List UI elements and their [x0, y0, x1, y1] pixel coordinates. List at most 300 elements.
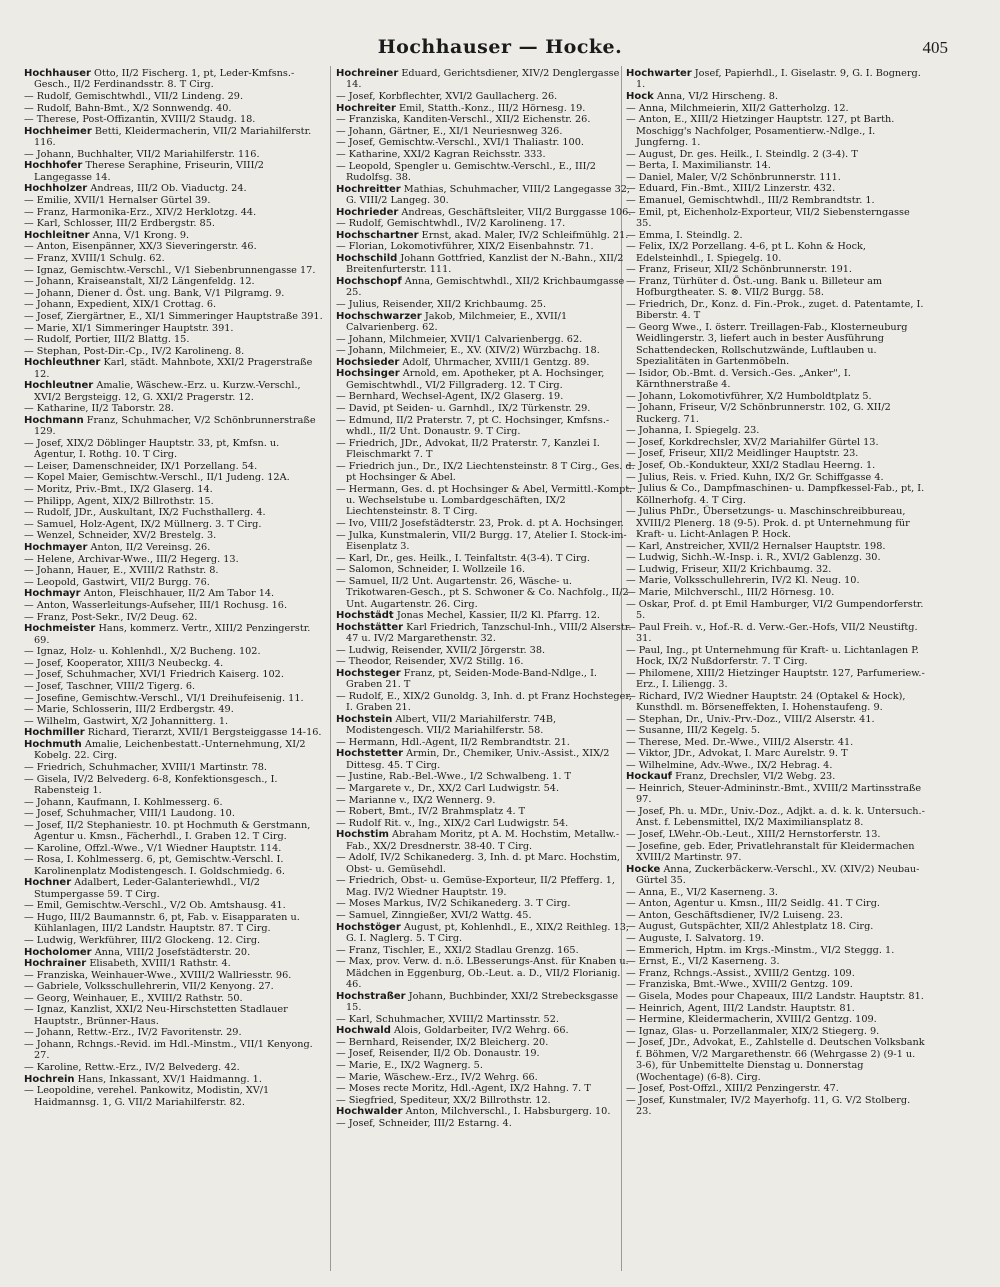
entry-surname: Hochrein — [24, 1073, 75, 1085]
entry-text: Arnold, em. Apotheker, pt A. Hochsinger, Gemischtwhdl., VI/2 Fillgraderg. 12. T Cirg. — [346, 368, 605, 391]
entry-text: — Rudolf, E., XIX/2 Gunoldg. 3, Inh. d. pt Franz Hochsteger, I. Graben 21. — [336, 690, 632, 714]
directory-entry — [24, 380, 324, 403]
directory-column-1 — [24, 68, 324, 1278]
directory-entry — [24, 438, 324, 461]
entry-text: — Ludwig, Friseur, XII/2 Krichbaumg. 32. — [626, 563, 832, 575]
directory-entry — [336, 645, 636, 656]
entry-text: Johann, Buchbinder, XXI/2 Strebecksgasse 15. — [346, 990, 619, 1014]
directory-entry — [24, 797, 324, 808]
entry-text: — Rudolf Rit. v., Ing., XIX/2 Carl Ludwigstr. 54. — [336, 817, 569, 829]
directory-entry — [336, 991, 636, 1014]
directory-entry — [626, 230, 926, 241]
directory-entry — [24, 843, 324, 854]
entry-text: Anton, Fleischhauer, II/2 Am Tabor 14. — [83, 588, 275, 600]
directory-entry — [626, 1026, 926, 1037]
entry-text: — Rudolf, Bahn-Bmt., X/2 Sonnwendg. 40. — [24, 102, 232, 114]
entry-text: — Franz, Tischler, E., XXI/2 Stadlau Grenzg. 165. — [336, 944, 579, 956]
entry-text: Hans, Inkassant, XV/1 Haidmanng. 1. — [77, 1073, 262, 1085]
entry-surname: Hochstim — [336, 829, 389, 841]
directory-entry — [336, 852, 636, 875]
entry-text: — Heinrich, Agent, III/2 Landstr. Hauptstr. 81. — [626, 1002, 855, 1014]
directory-entry — [24, 658, 324, 669]
directory-entry — [336, 1037, 636, 1048]
directory-entry — [626, 322, 926, 368]
directory-entry — [626, 991, 926, 1002]
directory-column-3 — [626, 68, 926, 1278]
entry-surname: Hochleuthner — [24, 357, 101, 369]
entry-text: — Paul Freih. v., Hof.-R. d. Verw.-Ger.-Hofs, VII/2 Neustiftg. 31. — [626, 621, 918, 644]
directory-entry — [24, 727, 324, 738]
entry-text: — Ernst, E., VI/2 Kaserneng. 3. — [626, 956, 780, 968]
entry-text: — August, Dr. ges. Heilk., I. Steindlg. 2 (3-4). T — [626, 148, 858, 160]
entry-text: — Johann, Kraiseanstalt, XI/2 Längenfeldg. 12. — [24, 276, 255, 288]
entry-surname: Hochwalder — [336, 1106, 403, 1118]
entry-surname: Hochsieder — [336, 356, 400, 368]
entry-text: — Siegfried, Spediteur, XX/2 Billrothstr. 12. — [336, 1094, 551, 1106]
entry-text: — Oskar, Prof. d. pt Emil Hamburger, VI/2 Gumpendorferstr. 5. — [626, 598, 924, 621]
directory-entry — [24, 183, 324, 194]
entry-text: — Margarete v., Dr., XX/2 Carl Ludwigstr. 54. — [336, 783, 560, 795]
directory-entry — [336, 276, 636, 299]
entry-surname: Hochrainer — [24, 958, 87, 970]
entry-text: — Moses Markus, IV/2 Schikanederg. 3. T Cirg. — [336, 898, 571, 910]
directory-entry — [24, 403, 324, 414]
entry-text: Otto, II/2 Fischerg. 1, pt, Leder-Kmfsns.-Gesch., II/2 Ferdinandsstr. 8. T Cirg. — [34, 68, 295, 91]
directory-entry — [336, 1072, 636, 1083]
directory-entry — [24, 496, 324, 507]
entry-text: — Ignaz, Gemischtw.-Verschl., V/1 Siebenbrunnengasse 17. — [24, 264, 316, 276]
directory-entry — [626, 587, 926, 598]
entry-text: — Franz, Post-Sekr., IV/2 Deug. 62. — [24, 611, 198, 623]
directory-entry — [626, 599, 926, 622]
entry-text: — Karl, Schuhmacher, XVIII/2 Martinsstr. 52. — [336, 1013, 559, 1025]
directory-entry — [336, 518, 636, 529]
entry-text: Richard, Tierarzt, XVII/1 Bergsteiggasse 14-16. — [87, 727, 322, 739]
directory-entry — [24, 1085, 324, 1108]
directory-entry — [626, 114, 926, 148]
entry-text: — Hermann, Ges. d. pt Hochsinger & Abel, Vermittl.-Kompt. u. Wechselstube u. Lombardgeschäften, IX/2 Liechtensteinstr. 8. T Cirg. — [336, 483, 633, 518]
entry-text: Hans, kommerz. Vertr., XIII/2 Penzingerstr. 69. — [34, 623, 311, 646]
directory-entry — [24, 218, 324, 229]
entry-surname: Hochreiner — [336, 68, 399, 79]
directory-entry — [626, 299, 926, 322]
entry-text: — Friedrich jun., Dr., IX/2 Liechtensteinstr. 8 T Cirg., Ges. d. pt Hochsinger & Abel. — [336, 460, 635, 483]
directory-entry — [626, 425, 926, 436]
entry-text: — Daniel, Maler, V/2 Schönbrunnerstr. 111. — [626, 171, 841, 183]
entry-text: — Emmerich, Hptm. im Krgs.-Minstm., VI/2 Steggg. 1. — [626, 944, 895, 956]
entry-text: — Ignaz, Holz- u. Kohlenhdl., X/2 Bucheng. 102. — [24, 646, 261, 658]
entry-text: — Philomene, XIII/2 Hietzinger Hauptstr. 127, Parfumeriew.-Erz., I. Liliengg. 3. — [626, 667, 925, 690]
directory-entry — [626, 783, 926, 806]
directory-entry — [336, 714, 636, 737]
entry-text: Amalie, Wäschew.-Erz. u. Kurzw.-Verschl., XVI/2 Bergsteigg. 12, G. XXI/2 Pragerstr. 12. — [34, 380, 301, 403]
directory-entry — [24, 484, 324, 495]
directory-entry — [626, 241, 926, 264]
directory-entry — [626, 760, 926, 771]
entry-text: — Max, prov. Verw. d. n.ö. LBesserungs-Anst. für Knaben u. Mädchen in Eggenburg, Ob.-Leut. a. D., VII/2 Florianig. 46. — [336, 956, 629, 991]
directory-entry — [24, 693, 324, 704]
entry-text: — Franz, Türhüter d. Öst.-ung. Bank u. Billeteur am Hofburgtheater. S. ⊗. VII/2 Burgg. 58. — [626, 275, 883, 299]
directory-entry — [24, 1074, 324, 1085]
entry-text: — Rudolf, Gemischtwhdl., VII/2 Lindeng. 29. — [24, 91, 244, 102]
entry-text: — Leiser, Damenschneider, IX/1 Porzellang. 54. — [24, 460, 258, 472]
directory-entry — [626, 483, 926, 506]
directory-entry — [626, 887, 926, 898]
entry-text: — Salomon, Schneider, I. Wollzeile 16. — [336, 564, 526, 576]
directory-entry — [24, 472, 324, 483]
entry-text: — Friedrich, Obst- u. Gemüse-Exporteur, II/2 Pfefferg. 1, Mag. IV/2 Wiedner Hauptstr. 19. — [336, 875, 615, 898]
entry-text: — Anton, Geschäftsdiener, IV/2 Luiseng. 23. — [626, 909, 843, 921]
directory-entry — [336, 610, 636, 621]
directory-entry — [626, 1014, 926, 1025]
entry-text: — Anna, Milchmeierin, XII/2 Gatterholzg. 12. — [626, 102, 849, 114]
directory-entry — [24, 103, 324, 114]
directory-entry — [24, 970, 324, 981]
entry-text: — Wilhelm, Gastwirt, X/2 Johannitterg. 1. — [24, 715, 229, 727]
entry-text: — Rudolf, Gemischtwhdl., IV/2 Karolineng. 17. — [336, 218, 566, 230]
entry-surname: Hochmayer — [24, 542, 88, 554]
entry-text: — Johann, Expedient, XIX/1 Crottag. 6. — [24, 299, 217, 311]
directory-entry — [626, 552, 926, 563]
entry-text: — Josef, Friseur, XII/2 Meidlinger Hauptstr. 23. — [626, 448, 859, 460]
entry-surname: Hochheimer — [24, 125, 92, 137]
directory-entry — [24, 265, 324, 276]
entry-text: — Josefine, Gemischtw.-Verschl., VI/1 Dreihufeisenig. 11. — [24, 692, 304, 704]
entry-text: — August, Gutspächter, XII/2 Ahlestplatz 18. Cirg. — [626, 921, 874, 933]
directory-entry — [336, 149, 636, 160]
directory-entry — [24, 981, 324, 992]
directory-entry — [24, 669, 324, 680]
directory-entry — [336, 818, 636, 829]
entry-text: — Franz, Rchngs.-Assist., XVIII/2 Gentzg. 109. — [626, 967, 855, 979]
entry-text: — David, pt Seiden- u. Garnhdl., IX/2 Türkenstr. 29. — [336, 402, 591, 414]
directory-entry — [336, 564, 636, 575]
entry-text: Karl Friedrich, Tanzschul-Inh., VIII/2 Alserstr. 47 u. IV/2 Margarethenstr. 32. — [346, 621, 632, 645]
directory-entry — [24, 565, 324, 576]
directory-entry — [336, 345, 636, 356]
entry-text: — Marie, Volksschullehrerin, IV/2 Kl. Neug. 10. — [626, 575, 860, 587]
entry-surname: Hock — [626, 91, 654, 102]
directory-entry — [336, 1095, 636, 1106]
entry-text: — Bernhard, Wechsel-Agent, IX/2 Glaserg. 19. — [336, 391, 564, 403]
directory-entry — [336, 1025, 636, 1036]
entry-text: Therese Seraphine, Friseurin, VIII/2 Langegasse 14. — [34, 160, 264, 183]
directory-entry — [626, 541, 926, 552]
directory-entry — [626, 368, 926, 391]
entry-text: Anton, II/2 Vereinsg. 26. — [90, 542, 211, 554]
entry-text: — Felix, IX/2 Porzellang. 4-6, pt L. Kohn & Hock, Edelsteinhdl., I. Spiegelg. 10. — [626, 241, 866, 264]
directory-entry — [24, 461, 324, 472]
directory-entry — [626, 979, 926, 990]
directory-entry — [626, 1037, 926, 1083]
entry-surname: Hochschild — [336, 252, 398, 264]
directory-entry — [24, 507, 324, 518]
directory-entry — [24, 276, 324, 287]
entry-text: — Rudolf, Portier, III/2 Blattg. 15. — [24, 334, 190, 346]
directory-entry — [626, 1003, 926, 1014]
directory-entry — [626, 910, 926, 921]
entry-surname: Hochwarter — [626, 68, 692, 79]
entry-text: Anna, Gemischtwhdl., XII/2 Krichbaumgasse 25. — [346, 275, 625, 299]
entry-text: — Philipp, Agent, XIX/2 Billrothstr. 15. — [24, 495, 214, 507]
directory-entry — [24, 530, 324, 541]
entry-text: — Richard, IV/2 Wiedner Hauptstr. 24 (Optakel & Hock), Kunsthdl. m. Börseneffekten, I. Hohenstaufeng. 9. — [626, 690, 906, 713]
directory-entry — [336, 910, 636, 921]
entry-surname: Hochmiller — [24, 727, 85, 739]
entry-text: — Josef, Korbflechter, XVI/2 Gaullacherg. 26. — [336, 91, 558, 102]
directory-entry — [626, 864, 926, 887]
entry-text: — Johann, Diener d. Öst. ung. Bank, V/1 Pilgramg. 9. — [24, 287, 285, 299]
entry-surname: Hochmeister — [24, 623, 96, 635]
entry-text: — Josef, XIX/2 Döblinger Hauptstr. 33, pt, Kmfsn. u. Agentur, I. Rothg. 10. T Cirg. — [24, 437, 280, 461]
directory-entry — [626, 437, 926, 448]
entry-text: — Franz, Friseur, XII/2 Schönbrunnerstr. 191. — [626, 264, 853, 276]
entry-surname: Hochreitter — [336, 183, 401, 195]
directory-entry — [24, 947, 324, 958]
entry-text: — Georg Wwe., I. österr. Treillagen-Fab., Klosterneuburg Weidlingerstr. 3, liefert auch in bester Ausführung Schattendecken, Rollschutzwände, Luftlauben u. Spezialitäten in Gartenmöbeln. — [626, 321, 908, 367]
entry-text: — Hermine, Kleidermacherin, XVIII/2 Gentzg. 109. — [626, 1014, 877, 1026]
entry-text: — Friedrich, Dr., Konz. d. Fin.-Prok., zuget. d. Patentamte, I. Biberstr. 4. T — [626, 298, 924, 322]
entry-text: — Julius PhDr., Übersetzungs- u. Maschinschreibbureau, XVIII/2 Plenerg. 18 (9-5). Prok. d. pt Unternehmung für Kraft- u. Licht-Anlagen P. Hock. — [626, 506, 910, 540]
directory-entry — [24, 542, 324, 553]
entry-text: Ernst, akad. Maler, IV/2 Schleifmühlg. 21. — [421, 229, 629, 241]
entry-surname: Hochschwarzer — [336, 310, 422, 322]
directory-entry — [336, 403, 636, 414]
entry-text: — Karoline, Offzl.-Wwe., V/1 Wiedner Hauptstr. 114. — [24, 842, 282, 854]
directory-entry — [336, 415, 636, 438]
directory-entry — [336, 484, 636, 518]
directory-entry — [336, 553, 636, 564]
entry-text: — Samuel, II/2 Unt. Augartenstr. 26, Wäsche- u. Trikotwaren-Gesch., pt S. Schwoner & Co. Nachfolg., II/2 Unt. Augartenstr. 26. Cirg. — [336, 575, 629, 610]
entry-surname: Hochschartner — [336, 229, 419, 241]
directory-entry — [626, 1083, 926, 1094]
entry-text: — Franz, Harmonika-Erz., XIV/2 Herklotzg. 44. — [24, 206, 257, 218]
directory-entry — [336, 114, 636, 125]
entry-text: — Auguste, I. Salvatorg. 19. — [626, 933, 765, 945]
entry-text: — Marie, Milchverschl., III/2 Hörnesg. 10. — [626, 586, 835, 598]
directory-entry — [24, 774, 324, 797]
directory-entry — [336, 207, 636, 218]
entry-surname: Hocke — [626, 863, 661, 875]
entry-text: — Robert, Bmt., IV/2 Brahmsplatz 4. T — [336, 806, 526, 818]
entry-text: Anna, Zuckerbäckerw.-Verschl., XV. (XIV/2) Neubau-Gürtel 35. — [636, 863, 920, 887]
entry-text: Anna, VI/2 Hirscheng. 8. — [656, 91, 779, 102]
entry-text: — Johann, Buchhalter, VII/2 Mariahilferstr. 116. — [24, 148, 260, 160]
directory-entry — [626, 1095, 926, 1118]
entry-text: — Wenzel, Schneider, XV/2 Brestelg. 3. — [24, 530, 217, 542]
entry-text: — Johann, Friseur, V/2 Schönbrunnerstr. 102, G. XII/2 Ruckerg. 71. — [626, 402, 891, 425]
entry-text: — Ignaz, Glas- u. Porzellanmaler, XIX/2 Stiegerg. 9. — [626, 1025, 880, 1037]
directory-entry — [24, 762, 324, 773]
entry-surname: Hochstraßer — [336, 990, 406, 1002]
entry-text: — Josef, JDr., Advokat, E., Zahlstelle d. Deutschen Volksbank f. Böhmen, V/2 Margarethenstr. 66 (Wehrgasse 2) (9-1 u. 3-6), für Unbemittelte Dienstag u. Donnerstag (Wochentage) (6-8). Cirg. — [626, 1037, 925, 1083]
entry-text: — Franziska, Bmt.-Wwe., XVIII/2 Gentzg. 109. — [626, 979, 853, 991]
directory-entry — [626, 575, 926, 586]
entry-text: — Katharine, II/2 Taborstr. 28. — [24, 403, 174, 415]
entry-text: — Bernhard, Reisender, IX/2 Bleicherg. 20. — [336, 1036, 549, 1048]
directory-entry — [336, 137, 636, 148]
directory-entry — [336, 922, 636, 945]
directory-entry — [626, 806, 926, 829]
directory-entry — [336, 357, 636, 368]
directory-entry — [24, 346, 324, 357]
directory-entry — [626, 564, 926, 575]
directory-entry — [24, 935, 324, 946]
directory-entry — [626, 276, 926, 299]
entry-text: — Franziska, Weinhauer-Wwe., XVIII/2 Wallriesstr. 96. — [24, 969, 292, 981]
directory-entry — [336, 1014, 636, 1025]
directory-entry — [336, 806, 636, 817]
directory-entry — [24, 877, 324, 900]
directory-entry — [336, 311, 636, 334]
directory-entry — [24, 195, 324, 206]
entry-text: Alois, Goldarbeiter, IV/2 Wehrg. 66. — [393, 1025, 569, 1037]
entry-text: — Johann, Gärtner, E., XI/1 Neuriesnweg 326. — [336, 125, 563, 137]
directory-entry — [626, 841, 926, 864]
directory-entry — [24, 577, 324, 588]
entry-text: — Heinrich, Steuer-Admininstr.-Bmt., XVIII/2 Martinsstraße 97. — [626, 783, 922, 806]
entry-text: — Josef, Reisender, II/2 Ob. Donaustr. 19. — [336, 1048, 540, 1060]
directory-entry — [336, 218, 636, 229]
running-title: Hochhauser — Hocke. — [377, 36, 623, 58]
entry-text: Franz, pt, Seiden-Mode-Band-Ndlge., I. Graben 21. T — [346, 667, 598, 691]
entry-text: — Emil, Gemischtw.-Verschl., V/2 Ob. Amtshausg. 41. — [24, 900, 286, 912]
entry-text: — Josef, Schuhmacher, XVI/1 Friedrich Kaiserg. 102. — [24, 669, 284, 681]
directory-entry — [626, 172, 926, 183]
entry-text: — Rosa, I. Kohlmesserg. 6, pt, Gemischtw.-Verschl. I. Karolinenplatz Modistengesch. I. Goldschmiedg. 6. — [24, 854, 285, 877]
directory-entry — [336, 91, 636, 102]
directory-entry — [336, 1106, 636, 1117]
directory-entry — [24, 230, 324, 241]
entry-text: — Ludwig, Reisender, XVII/2 Jörgerstr. 38. — [336, 644, 546, 656]
entry-text: — Johanna, I. Spiegelg. 23. — [626, 425, 760, 437]
entry-text: — Anna, E., VI/2 Kaserneng. 3. — [626, 886, 778, 898]
entry-text: — Julius, Reisender, XII/2 Krichbaumg. 25. — [336, 298, 547, 310]
entry-text: Albert, VII/2 Mariahilferstr. 74B, Modistengesch. VII/2 Mariahilferstr. 58. — [346, 713, 557, 737]
entry-text: — Josef, Ob.-Kondukteur, XXI/2 Stadlau Heerng. 1. — [626, 459, 876, 471]
directory-entry — [626, 737, 926, 748]
directory-entry — [626, 149, 926, 160]
directory-entry — [24, 612, 324, 623]
entry-text: — Julius & Co., Dampfmaschinen- u. Dampfkessel-Fab., pt, I. Köllnerhofg. 4. T Cirg. — [626, 483, 925, 506]
directory-entry — [24, 334, 324, 345]
entry-text: — Anton, Eisenpänner, XX/3 Sieveringerstr. 46. — [24, 241, 257, 253]
directory-entry — [626, 921, 926, 932]
entry-text: — Kopel Maier, Gemischtw.-Verschl., II/1 Judeng. 12A. — [24, 472, 290, 484]
directory-entry — [626, 714, 926, 725]
entry-surname: Hochrieder — [336, 206, 399, 218]
directory-entry — [336, 1048, 636, 1059]
directory-entry — [24, 739, 324, 762]
directory-entry — [336, 622, 636, 645]
directory-entry — [626, 945, 926, 956]
entry-text: — Rudolf, JDr., Auskultant, IX/2 Fuchsthallerg. 4. — [24, 507, 266, 519]
entry-text: — Karl, Anstreicher, XVII/2 Hernalser Hauptstr. 198. — [626, 540, 886, 552]
directory-entry — [336, 875, 636, 898]
entry-text: Anna, V/1 Krong. 9. — [92, 229, 190, 241]
directory-entry — [24, 646, 324, 657]
column-divider — [330, 66, 331, 1271]
page-number: 405 — [922, 38, 948, 57]
entry-text: — Marie, E., IX/2 Wagnerg. 5. — [336, 1060, 483, 1071]
directory-entry — [24, 126, 324, 149]
entry-text: — Friedrich, JDr., Advokat, II/2 Praterstr. 7, Kanzlei I. Fleischmarkt 7. T — [336, 437, 600, 460]
entry-text: — Josef, Kooperator, XIII/3 Neubeckg. 4. — [24, 657, 224, 669]
entry-text: — Leopold, Spengler u. Gemischtw.-Verschl., E., III/2 Rudolfsg. 38. — [336, 160, 596, 183]
entry-text: — Johann, Rettw.-Erz., IV/2 Favoritenstr. 29. — [24, 1027, 242, 1039]
entry-text: — Wilhelmine, Adv.-Wwe., IX/2 Hebrag. 4. — [626, 759, 833, 771]
entry-text: — Leopoldine, verehel. Pankowitz, Modistin, XV/1 Haidmannsg. 1, G. VII/2 Mariahilferstr. 82. — [24, 1085, 270, 1108]
entry-surname: Hochstädt — [336, 610, 394, 622]
entry-text: Johann Gottfried, Kanzlist der N.-Bahn., XII/2 Breitenfurterstr. 111. — [346, 252, 624, 276]
directory-entry — [626, 472, 926, 483]
directory-entry — [24, 704, 324, 715]
directory-entry — [24, 311, 324, 322]
directory-entry — [24, 808, 324, 819]
directory-entry — [24, 114, 324, 125]
entry-surname: Hochsinger — [336, 368, 400, 380]
directory-column-2 — [336, 68, 636, 1278]
directory-entry — [336, 1118, 636, 1129]
directory-entry — [24, 554, 324, 565]
directory-entry — [626, 668, 926, 691]
directory-entry — [626, 103, 926, 114]
entry-surname: Hochner — [24, 877, 72, 889]
entry-surname: Hochsteger — [336, 667, 401, 679]
entry-text: Armin, Dr., Chemiker, Univ.-Assist., XIX/2 Dittesg. 45. T Cirg. — [346, 748, 610, 771]
entry-text: — Karl, Schlosser, III/2 Erdbergstr. 85. — [24, 218, 215, 230]
entry-text: Jakob, Milchmeier, E., XVII/1 Calvarienberg. 62. — [346, 310, 568, 333]
directory-entry — [24, 1027, 324, 1038]
entry-surname: Hochleutner — [24, 380, 94, 392]
entry-text: — Johann, Milchmeier, E., XV. (XIV/2) Würzbachg. 18. — [336, 345, 600, 357]
entry-text: Mathias, Schuhmacher, VIII/2 Langegasse 32, G. VIII/2 Langeg. 30. — [346, 183, 630, 206]
entry-text: — Johann, Lokomotivführer, X/2 Humboldtplatz 5. — [626, 390, 872, 402]
entry-text: — Samuel, Zinngießer, XVI/2 Wattg. 45. — [336, 910, 532, 922]
entry-text: — Ignaz, Kanzlist, XXI/2 Neu-Hirschstetten Stadlauer Hauptstr., Brünner-Haus. — [24, 1004, 288, 1027]
entry-text: — Gisela, IV/2 Belvederg. 6-8, Konfektionsgesch., I. Rabensteig 1. — [24, 773, 278, 796]
entry-surname: Hochmayr — [24, 588, 81, 600]
directory-entry — [626, 771, 926, 782]
entry-text: Anna, VIII/2 Josefstädterstr. 20. — [94, 946, 251, 958]
entry-text: — Theodor, Reisender, XV/2 Stillg. 16. — [336, 656, 524, 668]
directory-entry — [336, 783, 636, 794]
entry-text: — Hugo, III/2 Baumannstr. 6, pt, Fab. v. Eisapparaten u. Kühlanlagen, III/2 Landstr. Hauptstr. 87. T Cirg. — [24, 911, 300, 935]
directory-entry — [336, 461, 636, 484]
entry-text: Andreas, Geschäftsleiter, VII/2 Burggasse 106. — [401, 206, 632, 218]
entry-surname: Hocholomer — [24, 946, 92, 958]
entry-text: Adolf, Uhrmacher, XVIII/1 Gentzg. 89. — [402, 356, 590, 368]
entry-surname: Hochwald — [336, 1025, 391, 1037]
directory-entry — [24, 912, 324, 935]
entry-text: — Ludwig, Sichh.-W.-Insp. i. R., XVI/2 Gablenzg. 30. — [626, 552, 881, 564]
directory-entry — [626, 725, 926, 736]
entry-text: — Josef, Gemischtw.-Verschl., XVI/1 Thaliastr. 100. — [336, 137, 584, 149]
directory-entry — [24, 299, 324, 310]
directory-entry — [626, 956, 926, 967]
entry-text: — Marie, XI/1 Simmeringer Hauptstr. 391. — [24, 322, 234, 334]
entry-text: — Anton, Agentur u. Kmsn., III/2 Seidlg. 41. T Cirg. — [626, 898, 880, 910]
entry-surname: Hochstetter — [336, 748, 404, 760]
entry-text: Franz, Schuhmacher, V/2 Schönbrunnerstraße 129. — [34, 414, 316, 438]
entry-text: — Moritz, Priv.-Bmt., IX/2 Glaserg. 14. — [24, 484, 213, 496]
directory-entry — [626, 460, 926, 471]
entry-text: Abraham Moritz, pt A. M. Hochstim, Metallw.-Fab., XX/2 Dresdnerstr. 38-40. T Cirg. — [346, 829, 620, 852]
directory-entry — [626, 207, 926, 230]
directory-entry — [336, 530, 636, 553]
directory-entry — [626, 622, 926, 645]
directory-entry — [24, 323, 324, 334]
